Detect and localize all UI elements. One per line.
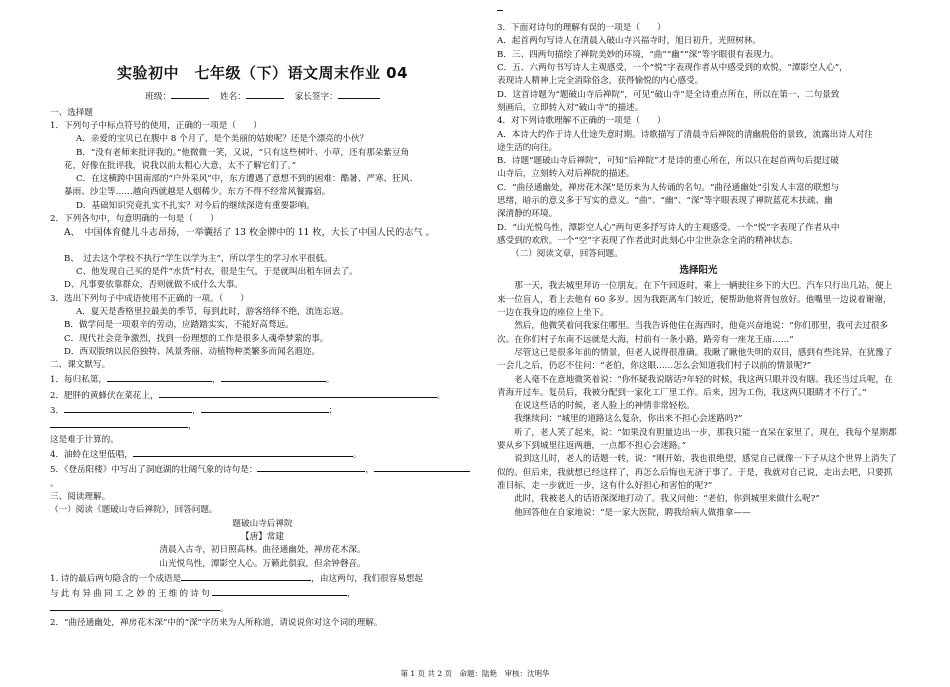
answer-blank[interactable]: [257, 462, 365, 472]
poem-question-1-cont: 与此有异曲同工之妙的王维的诗句 ，: [50, 586, 475, 601]
question-4-poem: 4．对下列诗歌理解不正确的一项是（ ）: [497, 116, 666, 127]
top-mark: [497, 10, 503, 11]
answer-blank[interactable]: [50, 601, 220, 611]
recite-3: 3． ， ；，: [50, 403, 475, 434]
q2-option-c: C、他发现自己买的是件“水货”村衣，很是生气，于是就叫出租车回去了。: [76, 266, 358, 277]
q1-option-b: B．“没有老师来批评我的。”他微微一笑，又说，“只有这些树叶、小草，还有那朵紫豆角: [76, 147, 410, 158]
story-paragraph: 然后，他微笑着问我家住哪里。当我告诉他住在海西时，他竟兴奋地说：“你们那里，我可去过很多次。在你们村子东南不远就是大海，村前有一条小路，路旁有一座龙王庙……”: [497, 321, 889, 345]
story-title: 选择阳光: [679, 264, 718, 276]
poem-question-2: 2．“曲径通幽处，禅房花木深”中的“深”字历来为人所称道，请说说你对这个词的理解。: [50, 617, 383, 628]
q3-poem-option-b: B．三、四两句描绘了禅院美妙的环境，“曲”“幽”“深”等字眼很有表现力。: [497, 49, 779, 60]
q4-option-c-cont: 思绪，暗示的意义多于写实的意义。“曲”、“幽”、“深”等字眼表现了禅院蓝花木扶疏、幽: [497, 196, 833, 207]
story-paragraph: 在说这些话的时候，老人脸上的神情非常轻松。: [514, 401, 695, 412]
right-column: [497, 22, 900, 520]
signature-blank[interactable]: [338, 89, 380, 99]
answer-blank[interactable]: [201, 403, 329, 413]
story-paragraph: 此时，我被老人的话语深深地打动了。我又问他：“老伯，你到城里来做什么呢?”: [514, 494, 820, 505]
recite-5: 5．《登岳阳楼》中写出了洞庭湖的壮阔气象的诗句是： ，。: [50, 462, 475, 491]
class-blank[interactable]: [171, 89, 209, 99]
question-3: 3．选出下列句子中成语使用不正确的一项。（ ）: [50, 293, 249, 304]
student-info-line: [50, 89, 475, 104]
recite-1: 1．每归私第， ， 。: [50, 372, 475, 387]
q4-option-d-cont: 感受到的欢欣。一个“空”字表现了作者此时此刻心中尘世杂念全消的精神状态。: [497, 236, 798, 246]
answer-blank[interactable]: [107, 372, 212, 382]
reading-1-heading: （一）阅读《题破山寺后禅院》，回答问题。: [50, 505, 218, 516]
class-label: 班级：: [145, 92, 172, 103]
q3-option-a: A．夏天是香格里拉最美的季节，每到此时，游客络绎不绝，流连忘返。: [76, 306, 349, 317]
q4-option-c: C．“曲径通幽处，禅房花木深”是历来为人传诵的名句。“曲径通幽处”引发人丰富的联想与: [497, 182, 840, 193]
q3-option-c: C．现代社会竞争激烈，找到一份理想的工作是很多人魂牵梦萦的事。: [64, 333, 329, 344]
question-3-poem: 3．下面对诗句的理解有误的一项是（ ）: [497, 23, 666, 33]
reading-2-heading: （二）阅读文章，回答问题。: [511, 249, 623, 260]
q3-option-b: B．做学问是一项艰辛的劳动，应踏踏实实，不能好高骛远。: [64, 320, 294, 331]
q3-poem-option-c-cont: 表现诗人精神上完全消除俗念，获得愉悦的内心感受。: [497, 76, 704, 87]
q1-option-b-cont: 花，好像在批评我，说我以前太粗心大意，太不了解它们了。”: [64, 160, 297, 171]
story-paragraph: 听了，老人笑了起来，说：“如果没有胆量边出一步，那我只能一直呆在家里了，现在，我每个星期都要从乡下到城里往返两趟，一点都不担心会迷路。”: [497, 427, 897, 452]
page-title: 实验初中 七年级（下）语文周末作业 04: [116, 64, 409, 82]
q4-option-b: B．诗题“题破山寺后禅院”，可知“后禅院”才是诗的重心所在，所以只在起首两句后提过破: [497, 156, 839, 167]
story-paragraph: 我继续问：“城里的道路这么复杂，你出来不担心会迷路吗?”: [514, 414, 743, 425]
signature-label: 家长签字：: [294, 92, 338, 103]
story-paragraph: 说到这儿时，老人的话题一转，说：“刚开始，我也很绝望，感觉自己就像一下子从这个世界上消失了似的。但后来，我就想已经这样了，再怎么后悔也无济于事了。于是，我就对自己说，走出去吧，只要抓准目标，走一步就近一步，这有什么好担心和害怕的呢?”: [497, 454, 897, 492]
answer-blank[interactable]: [212, 586, 347, 596]
q1-option-a: A．亲爱的宝贝已在腹中 8 个月了，是个美丽的姑娘呢？还是个漂亮的小伙？: [76, 134, 369, 145]
q2-option-d: D、凡事要依靠群众，否则就做不成什么大事。: [64, 280, 243, 291]
answer-blank[interactable]: [64, 403, 192, 413]
name-label: 姓名：: [220, 92, 246, 103]
answer-blank[interactable]: [181, 571, 311, 581]
q2-option-b: B、 过去这个学校不执行“学生以学为主”，所以学生的学习水平很低。: [64, 253, 333, 264]
q3-poem-option-d-cont: 刻画后，立即转入对“破山寺”的描述。: [497, 102, 644, 113]
question-1: 1．下列句子中标点符号的使用，正确的一项是（ ）: [50, 120, 262, 131]
q1-option-c-cont: 暴雨、沙尘等……越向西就越是人烟稀少。东方不得不经常风餐露宿。: [64, 187, 331, 198]
story-paragraph: 那一天，我去城里拜访一位朋友。在下午回返时，乘上一辆驶往乡下的大巴。汽车只行出几站，便上来一位盲人，看上去他有 60 多岁。因为我距离车门较近，便帮助他将背包放好。他嘴里一边说着谢谢，一边在我身边的座位上坐下。: [497, 281, 893, 318]
question-2: 2．下列各句中，句意明确的一句是（ ）: [50, 214, 219, 225]
section-heading: 三、阅读理解。: [50, 491, 111, 502]
q4-option-a: A．本诗大约作于诗人仕途失意时期。诗歌描写了清晨寺后禅院的清幽脱俗的景致，流露出诗人对往: [497, 129, 873, 140]
story-paragraph: 尽管这已是很多年前的情景，但老人说得很准确。我瞅了瞅他失明的双目，感到有些诧异，在犹豫了一会儿之后，仍忍不住问：“老伯，你这眼……怎么会知道我们村子以前的情景呢?”: [497, 347, 893, 372]
q3-option-d: D．西双版纳以民俗独特、风景秀丽、动植物种类繁多而闻名遐迩。: [64, 346, 321, 357]
poem-title: 题破山寺后禅院: [232, 518, 293, 529]
left-column: [50, 22, 475, 630]
poem-question-1: 1. 诗的最后两句隐含的一个成语是 ，由这两句，我们很容易想起: [50, 571, 475, 586]
q4-option-c-end: 深清静的环境。: [497, 209, 558, 220]
answer-blank[interactable]: [374, 462, 470, 472]
answer-blank[interactable]: [221, 372, 326, 382]
answer-blank[interactable]: [159, 388, 437, 398]
q4-option-a-cont: 途生活的向往。: [497, 142, 558, 153]
recite-3-cont: 这是难于计算的。: [50, 434, 119, 445]
q3-poem-option-d: D．这首诗题为“题破山寺后禅院”，可见“破山寺”是全诗重点所在，所以在第一、二句景致: [497, 89, 840, 100]
answer-blank[interactable]: [133, 447, 353, 457]
q1-option-c: C．在这横跨中国南部的“户外采风”中，东方遭遇了意想不到的困难：酷暑、严寒、狂风、: [76, 174, 418, 185]
recite-4: 4．油蛉在这里低唱， 。: [50, 447, 475, 462]
page-footer: 第 1 页 共 2 页 命题：陆艳 审核：沈明华: [400, 669, 550, 679]
q3-poem-option-a: A．起首两句写诗人在清晨入破山寺兴福寺时，旭日初升，光照树林。: [497, 36, 762, 47]
story-paragraph: 他回答他在自家地说：“是一家大医院，聘我给病人做推拿——: [514, 507, 751, 518]
q3-poem-option-c: C．五、六两句书写诗人主观感受，一个“悦”字表现作者从中感受到的欢悦，“潭影空人心”，: [497, 62, 848, 73]
q1-option-d: D．基础知识究竟扎实不扎实？对今后的继续深造有重要影响。: [76, 200, 315, 211]
q2-option-a: A、 中国体育健儿斗志昂扬，一举囊括了 13 枚金牌中的 11 枚，大长了中国人民的志气 。: [64, 227, 435, 239]
recite-2: 2．肥胖的黄蜂伏在菜花上， 。: [50, 388, 475, 403]
poem-author: 【唐】常建: [241, 531, 284, 542]
q4-option-b-cont: 山寺后，立刻转入对后禅院的描述。: [497, 169, 635, 180]
q4-option-d: D．“山光悦鸟性，潭影空人心”两句更多抒写诗人的主观感受。一个“悦”字表现了作者从中: [497, 222, 840, 233]
poem-line-2: 山光悦鸟性，潭影空人心。万籁此俱寂，但余钟磬音。: [159, 558, 366, 569]
section-heading: 一、选择题: [50, 107, 93, 118]
section-heading: 二、课文默写。: [50, 360, 111, 371]
story-paragraph: 老人毫不在意地微笑着说：“你怀疑我说瞎话?年轻的时候，我这两只眼并没有瞎。我还当过兵呢，在青海开过车。复员后，我被分配到一家化工厂里工作。后来，因为工伤，我这两只眼睛才不行了。”: [497, 374, 893, 398]
answer-blank[interactable]: [50, 418, 188, 428]
poem-line-1: 清晨入古寺，初日照高林。曲径通幽处，禅房花木深。: [159, 545, 366, 556]
name-blank[interactable]: [246, 89, 284, 99]
poem-question-1-end: 。: [50, 601, 475, 616]
